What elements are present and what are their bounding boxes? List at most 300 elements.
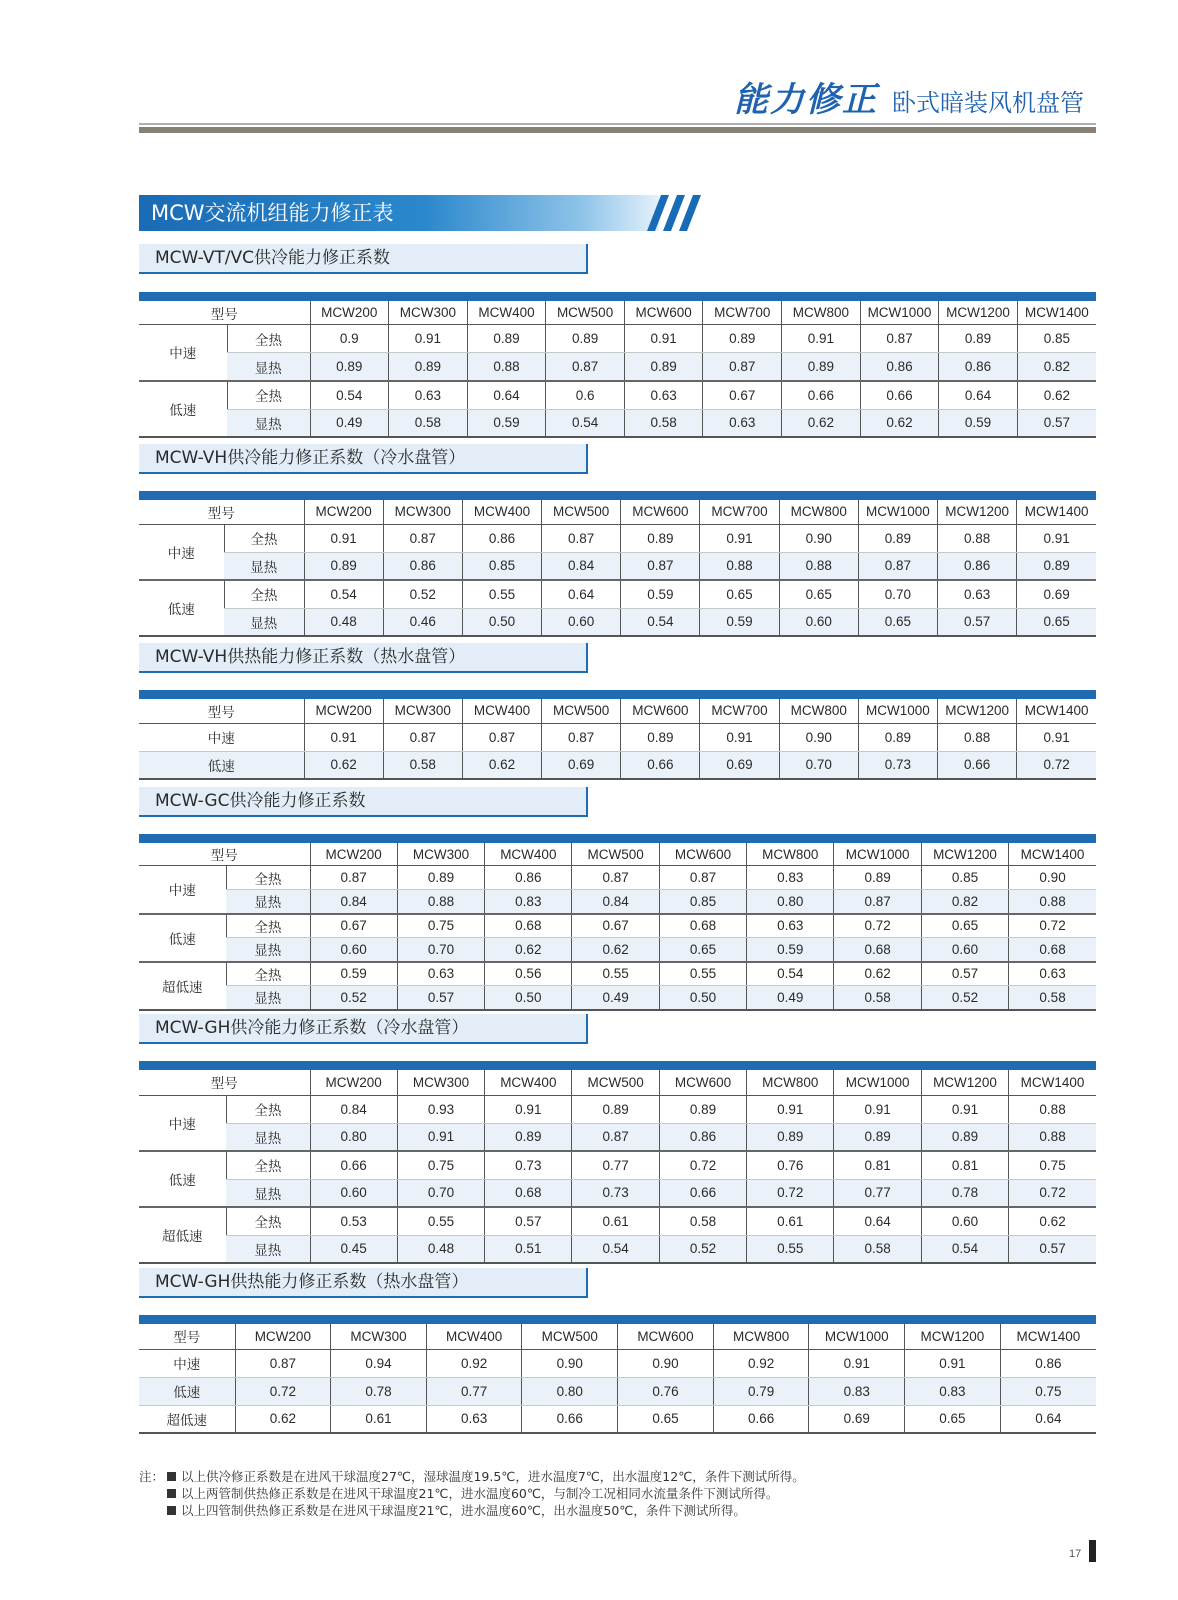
value-cell: 0.61 <box>572 1207 659 1235</box>
value-cell: 0.70 <box>779 751 858 779</box>
model-header: MCW1400 <box>1017 500 1096 524</box>
header-divider-thick <box>139 127 1096 133</box>
value-cell: 0.68 <box>485 1179 572 1207</box>
value-cell: 0.9 <box>310 325 389 353</box>
value-cell: 0.91 <box>304 723 383 751</box>
model-header: MCW1200 <box>938 500 1017 524</box>
table-top-bar <box>139 690 1096 699</box>
value-cell: 0.91 <box>700 524 779 552</box>
model-header: MCW600 <box>618 1324 714 1349</box>
table-top-bar <box>139 834 1096 843</box>
table-row <box>139 914 1096 938</box>
value-cell: 0.59 <box>939 409 1018 437</box>
value-cell: 0.83 <box>747 866 834 890</box>
value-cell: 0.88 <box>938 723 1017 751</box>
value-cell: 0.88 <box>1009 1095 1096 1123</box>
table-top-bar <box>139 292 1096 301</box>
model-header: MCW1000 <box>858 500 937 524</box>
speed-label: 中速 <box>139 524 224 580</box>
value-cell: 0.87 <box>659 866 746 890</box>
table-row <box>139 1123 1096 1151</box>
page-header <box>734 72 1084 121</box>
model-header: MCW1400 <box>1017 301 1096 325</box>
value-cell: 0.89 <box>621 723 700 751</box>
value-cell: 0.89 <box>703 325 782 353</box>
value-cell: 0.58 <box>389 409 468 437</box>
value-cell: 0.57 <box>921 962 1008 986</box>
row-type-label: 全热 <box>227 325 310 353</box>
value-cell: 0.61 <box>747 1207 834 1235</box>
table-title-vh-cooling: MCW-VH供冷能力修正系数（冷水盘管） <box>139 444 588 474</box>
model-header: MCW200 <box>310 301 389 325</box>
value-cell: 0.52 <box>921 986 1008 1010</box>
row-type-label: 显热 <box>224 608 304 636</box>
model-header: MCW1400 <box>1000 1324 1096 1349</box>
note-item: 以上两管制供热修正系数是在进风干球温度21℃，进水温度60℃，与制冷工况相同水流量条件下测试所得。 <box>181 1486 779 1501</box>
model-label-header: 型号 <box>139 1324 235 1349</box>
value-cell: 0.75 <box>397 1151 484 1179</box>
model-header: MCW1200 <box>921 1070 1008 1095</box>
value-cell: 0.66 <box>522 1405 618 1433</box>
value-cell: 0.91 <box>397 1123 484 1151</box>
row-type-label: 全热 <box>226 914 310 938</box>
value-cell: 0.72 <box>1009 1179 1096 1207</box>
value-cell: 0.77 <box>426 1377 522 1405</box>
value-cell: 0.69 <box>700 751 779 779</box>
model-header: MCW800 <box>747 1070 834 1095</box>
value-cell: 0.93 <box>397 1095 484 1123</box>
value-cell: 0.89 <box>572 1095 659 1123</box>
value-cell: 0.73 <box>485 1151 572 1179</box>
value-cell: 0.58 <box>1009 986 1096 1010</box>
model-header: MCW400 <box>426 1324 522 1349</box>
speed-label: 中速 <box>139 1349 235 1377</box>
value-cell: 0.60 <box>310 938 397 962</box>
value-cell: 0.72 <box>1017 751 1096 779</box>
value-cell: 0.67 <box>703 381 782 409</box>
value-cell: 0.59 <box>310 962 397 986</box>
row-type-label: 全热 <box>226 1151 310 1179</box>
value-cell: 0.63 <box>703 409 782 437</box>
speed-label: 低速 <box>139 914 226 962</box>
value-cell: 0.86 <box>938 552 1017 580</box>
bullet-square-icon <box>167 1506 176 1515</box>
model-header: MCW400 <box>485 843 572 866</box>
notes <box>139 1468 805 1519</box>
value-cell: 0.89 <box>659 1095 746 1123</box>
row-type-label: 全热 <box>224 580 304 608</box>
model-header: MCW400 <box>467 301 546 325</box>
value-cell: 0.50 <box>485 986 572 1010</box>
table-gh-cooling <box>139 1061 1096 1264</box>
data-table <box>139 1324 1096 1434</box>
row-type-label: 显热 <box>224 552 304 580</box>
value-cell: 0.89 <box>782 353 861 381</box>
speed-label: 中速 <box>139 1095 226 1151</box>
value-cell: 0.67 <box>572 914 659 938</box>
value-cell: 0.65 <box>700 580 779 608</box>
value-cell: 0.91 <box>782 325 861 353</box>
model-header: MCW500 <box>546 301 625 325</box>
value-cell: 0.54 <box>546 409 625 437</box>
table-row <box>139 962 1096 986</box>
value-cell: 0.89 <box>485 1123 572 1151</box>
value-cell: 0.63 <box>389 381 468 409</box>
value-cell: 0.65 <box>618 1405 714 1433</box>
value-cell: 0.87 <box>572 866 659 890</box>
table-row <box>139 1349 1096 1377</box>
value-cell: 0.88 <box>397 890 484 914</box>
value-cell: 0.53 <box>310 1207 397 1235</box>
value-cell: 0.66 <box>782 381 861 409</box>
model-label-header: 型号 <box>139 843 310 866</box>
value-cell: 0.70 <box>397 938 484 962</box>
value-cell: 0.85 <box>462 552 541 580</box>
model-header: MCW1000 <box>834 1070 921 1095</box>
value-cell: 0.54 <box>304 580 383 608</box>
value-cell: 0.87 <box>542 524 621 552</box>
data-table <box>139 843 1096 1011</box>
table-row <box>139 986 1096 1010</box>
value-cell: 0.91 <box>747 1095 834 1123</box>
model-header: MCW200 <box>310 1070 397 1095</box>
table-header-row <box>139 301 1096 325</box>
value-cell: 0.56 <box>485 962 572 986</box>
value-cell: 0.86 <box>485 866 572 890</box>
value-cell: 0.63 <box>747 914 834 938</box>
table-row <box>139 1207 1096 1235</box>
value-cell: 0.89 <box>747 1123 834 1151</box>
value-cell: 0.79 <box>713 1377 809 1405</box>
value-cell: 0.86 <box>659 1123 746 1151</box>
value-cell: 0.91 <box>1017 723 1096 751</box>
value-cell: 0.88 <box>779 552 858 580</box>
value-cell: 0.87 <box>462 723 541 751</box>
value-cell: 0.55 <box>397 1207 484 1235</box>
value-cell: 0.54 <box>921 1235 1008 1263</box>
value-cell: 0.49 <box>747 986 834 1010</box>
value-cell: 0.68 <box>659 914 746 938</box>
row-type-label: 全热 <box>226 1095 310 1123</box>
speed-label: 中速 <box>139 723 304 751</box>
value-cell: 0.81 <box>834 1151 921 1179</box>
row-type-label: 显热 <box>226 1235 310 1263</box>
value-cell: 0.57 <box>397 986 484 1010</box>
value-cell: 0.52 <box>310 986 397 1010</box>
value-cell: 0.66 <box>659 1179 746 1207</box>
value-cell: 0.89 <box>304 552 383 580</box>
value-cell: 0.72 <box>659 1151 746 1179</box>
value-cell: 0.89 <box>546 325 625 353</box>
value-cell: 0.87 <box>383 524 462 552</box>
value-cell: 0.76 <box>618 1377 714 1405</box>
value-cell: 0.55 <box>659 962 746 986</box>
value-cell: 0.58 <box>834 986 921 1010</box>
value-cell: 0.55 <box>747 1235 834 1263</box>
model-header: MCW500 <box>542 500 621 524</box>
model-header: MCW800 <box>747 843 834 866</box>
value-cell: 0.66 <box>860 381 939 409</box>
value-cell: 0.78 <box>331 1377 427 1405</box>
value-cell: 0.66 <box>713 1405 809 1433</box>
value-cell: 0.63 <box>938 580 1017 608</box>
model-header: MCW300 <box>397 1070 484 1095</box>
table-header-row <box>139 699 1096 723</box>
note-item: 以上四管制供热修正系数是在进风干球温度21℃，进水温度60℃，出水温度50℃，条件下测试所得。 <box>181 1503 746 1518</box>
speed-label: 超低速 <box>139 1405 235 1433</box>
value-cell: 0.76 <box>747 1151 834 1179</box>
row-type-label: 全热 <box>224 524 304 552</box>
value-cell: 0.72 <box>1009 914 1096 938</box>
value-cell: 0.84 <box>310 890 397 914</box>
value-cell: 0.89 <box>921 1123 1008 1151</box>
value-cell: 0.86 <box>462 524 541 552</box>
value-cell: 0.61 <box>331 1405 427 1433</box>
value-cell: 0.62 <box>572 938 659 962</box>
row-type-label: 全热 <box>226 962 310 986</box>
value-cell: 0.72 <box>834 914 921 938</box>
value-cell: 0.58 <box>383 751 462 779</box>
value-cell: 0.91 <box>624 325 703 353</box>
value-cell: 0.87 <box>621 552 700 580</box>
bullet-square-icon <box>167 1489 176 1498</box>
value-cell: 0.62 <box>1009 1207 1096 1235</box>
value-cell: 0.73 <box>572 1179 659 1207</box>
model-header: MCW600 <box>659 1070 746 1095</box>
value-cell: 0.91 <box>700 723 779 751</box>
value-cell: 0.83 <box>485 890 572 914</box>
table-title-vh-heating: MCW-VH供热能力修正系数（热水盘管） <box>139 643 588 673</box>
value-cell: 0.69 <box>1017 580 1096 608</box>
model-label-header: 型号 <box>139 301 310 325</box>
model-header: MCW1400 <box>1017 699 1096 723</box>
value-cell: 0.89 <box>939 325 1018 353</box>
table-header-row <box>139 1324 1096 1349</box>
value-cell: 0.52 <box>383 580 462 608</box>
value-cell: 0.90 <box>618 1349 714 1377</box>
value-cell: 0.69 <box>809 1405 905 1433</box>
row-type-label: 显热 <box>226 890 310 914</box>
table-vt-vc-cooling <box>139 292 1096 438</box>
value-cell: 0.64 <box>542 580 621 608</box>
value-cell: 0.91 <box>921 1095 1008 1123</box>
model-header: MCW800 <box>713 1324 809 1349</box>
model-label-header: 型号 <box>139 699 304 723</box>
model-header: MCW300 <box>383 699 462 723</box>
value-cell: 0.59 <box>747 938 834 962</box>
value-cell: 0.58 <box>624 409 703 437</box>
table-title-vt-vc-cooling: MCW-VT/VC供冷能力修正系数 <box>139 244 588 274</box>
value-cell: 0.75 <box>1000 1377 1096 1405</box>
value-cell: 0.72 <box>747 1179 834 1207</box>
value-cell: 0.89 <box>397 866 484 890</box>
row-type-label: 显热 <box>226 986 310 1010</box>
model-header: MCW400 <box>485 1070 572 1095</box>
model-label-header: 型号 <box>139 1070 310 1095</box>
value-cell: 0.88 <box>1009 890 1096 914</box>
value-cell: 0.85 <box>659 890 746 914</box>
table-header-row <box>139 1070 1096 1095</box>
value-cell: 0.75 <box>1009 1151 1096 1179</box>
table-vh-cooling <box>139 491 1096 637</box>
value-cell: 0.77 <box>572 1151 659 1179</box>
model-header: MCW200 <box>310 843 397 866</box>
value-cell: 0.69 <box>542 751 621 779</box>
model-header: MCW1000 <box>809 1324 905 1349</box>
value-cell: 0.80 <box>310 1123 397 1151</box>
model-header: MCW1200 <box>905 1324 1001 1349</box>
table-row <box>139 325 1096 353</box>
value-cell: 0.54 <box>310 381 389 409</box>
value-cell: 0.91 <box>905 1349 1001 1377</box>
value-cell: 0.89 <box>858 524 937 552</box>
model-header: MCW1000 <box>860 301 939 325</box>
value-cell: 0.68 <box>834 938 921 962</box>
value-cell: 0.52 <box>659 1235 746 1263</box>
table-title-gc-cooling: MCW-GC供冷能力修正系数 <box>139 787 588 817</box>
value-cell: 0.87 <box>860 325 939 353</box>
value-cell: 0.85 <box>1017 325 1096 353</box>
speed-label: 超低速 <box>139 962 226 1010</box>
table-row <box>139 890 1096 914</box>
value-cell: 0.87 <box>383 723 462 751</box>
model-header: MCW300 <box>389 301 468 325</box>
model-header: MCW400 <box>462 699 541 723</box>
value-cell: 0.62 <box>235 1405 331 1433</box>
page-number-bar <box>1089 1540 1096 1562</box>
value-cell: 0.87 <box>310 866 397 890</box>
header-title-main: 能力修正 <box>734 80 878 120</box>
header-divider-thin <box>139 123 1096 125</box>
value-cell: 0.49 <box>310 409 389 437</box>
row-type-label: 显热 <box>226 938 310 962</box>
value-cell: 0.64 <box>834 1207 921 1235</box>
model-header: MCW200 <box>304 500 383 524</box>
value-cell: 0.60 <box>310 1179 397 1207</box>
value-cell: 0.66 <box>310 1151 397 1179</box>
value-cell: 0.87 <box>703 353 782 381</box>
table-row <box>139 1405 1096 1433</box>
value-cell: 0.57 <box>938 608 1017 636</box>
model-header: MCW500 <box>542 699 621 723</box>
value-cell: 0.65 <box>921 914 1008 938</box>
header-title-sub: 卧式暗装风机盘管 <box>892 89 1084 117</box>
model-header: MCW300 <box>397 843 484 866</box>
value-cell: 0.82 <box>921 890 1008 914</box>
model-header: MCW300 <box>331 1324 427 1349</box>
value-cell: 0.91 <box>809 1349 905 1377</box>
value-cell: 0.58 <box>834 1235 921 1263</box>
table-vh-heating <box>139 690 1096 780</box>
speed-label: 超低速 <box>139 1207 226 1263</box>
value-cell: 0.91 <box>389 325 468 353</box>
value-cell: 0.46 <box>383 608 462 636</box>
value-cell: 0.83 <box>905 1377 1001 1405</box>
table-row <box>139 938 1096 962</box>
value-cell: 0.89 <box>834 866 921 890</box>
value-cell: 0.58 <box>659 1207 746 1235</box>
row-type-label: 显热 <box>226 1123 310 1151</box>
value-cell: 0.65 <box>659 938 746 962</box>
value-cell: 0.87 <box>572 1123 659 1151</box>
row-type-label: 全热 <box>226 1207 310 1235</box>
model-header: MCW800 <box>779 500 858 524</box>
model-header: MCW500 <box>572 1070 659 1095</box>
model-header: MCW600 <box>621 500 700 524</box>
value-cell: 0.94 <box>331 1349 427 1377</box>
value-cell: 0.90 <box>522 1349 618 1377</box>
value-cell: 0.91 <box>834 1095 921 1123</box>
model-header: MCW1200 <box>921 843 1008 866</box>
table-row <box>139 580 1096 608</box>
value-cell: 0.84 <box>542 552 621 580</box>
value-cell: 0.81 <box>921 1151 1008 1179</box>
value-cell: 0.50 <box>462 608 541 636</box>
table-top-bar <box>139 1061 1096 1070</box>
model-header: MCW700 <box>703 301 782 325</box>
value-cell: 0.88 <box>700 552 779 580</box>
value-cell: 0.66 <box>621 751 700 779</box>
value-cell: 0.55 <box>572 962 659 986</box>
value-cell: 0.80 <box>522 1377 618 1405</box>
value-cell: 0.68 <box>1009 938 1096 962</box>
value-cell: 0.50 <box>659 986 746 1010</box>
table-title-gh-cooling: MCW-GH供冷能力修正系数（冷水盘管） <box>139 1014 588 1044</box>
speed-label: 中速 <box>139 325 227 381</box>
value-cell: 0.91 <box>304 524 383 552</box>
page-number: 17 <box>1069 1548 1082 1560</box>
value-cell: 0.88 <box>1009 1123 1096 1151</box>
table-gh-heating <box>139 1315 1096 1434</box>
value-cell: 0.63 <box>397 962 484 986</box>
value-cell: 0.70 <box>858 580 937 608</box>
value-cell: 0.62 <box>462 751 541 779</box>
table-row <box>139 552 1096 580</box>
value-cell: 0.54 <box>747 962 834 986</box>
table-row <box>139 866 1096 890</box>
table-row <box>139 1151 1096 1179</box>
value-cell: 0.89 <box>858 723 937 751</box>
model-header: MCW1400 <box>1009 843 1096 866</box>
row-type-label: 显热 <box>227 409 310 437</box>
value-cell: 0.60 <box>921 1207 1008 1235</box>
table-row <box>139 1095 1096 1123</box>
value-cell: 0.86 <box>383 552 462 580</box>
row-type-label: 显热 <box>227 353 310 381</box>
model-header: MCW1000 <box>858 699 937 723</box>
table-header-row <box>139 500 1096 524</box>
value-cell: 0.84 <box>572 890 659 914</box>
row-type-label: 显热 <box>226 1179 310 1207</box>
section-title: MCW交流机组能力修正表 <box>139 195 659 231</box>
value-cell: 0.62 <box>304 751 383 779</box>
value-cell: 0.45 <box>310 1235 397 1263</box>
value-cell: 0.80 <box>747 890 834 914</box>
value-cell: 0.91 <box>1017 524 1096 552</box>
value-cell: 0.55 <box>462 580 541 608</box>
data-table <box>139 699 1096 780</box>
value-cell: 0.65 <box>905 1405 1001 1433</box>
table-top-bar <box>139 1315 1096 1324</box>
value-cell: 0.48 <box>397 1235 484 1263</box>
value-cell: 0.60 <box>542 608 621 636</box>
speed-label: 低速 <box>139 381 227 437</box>
value-cell: 0.66 <box>938 751 1017 779</box>
value-cell: 0.62 <box>1017 381 1096 409</box>
value-cell: 0.92 <box>713 1349 809 1377</box>
model-header: MCW200 <box>304 699 383 723</box>
row-type-label: 全热 <box>226 866 310 890</box>
